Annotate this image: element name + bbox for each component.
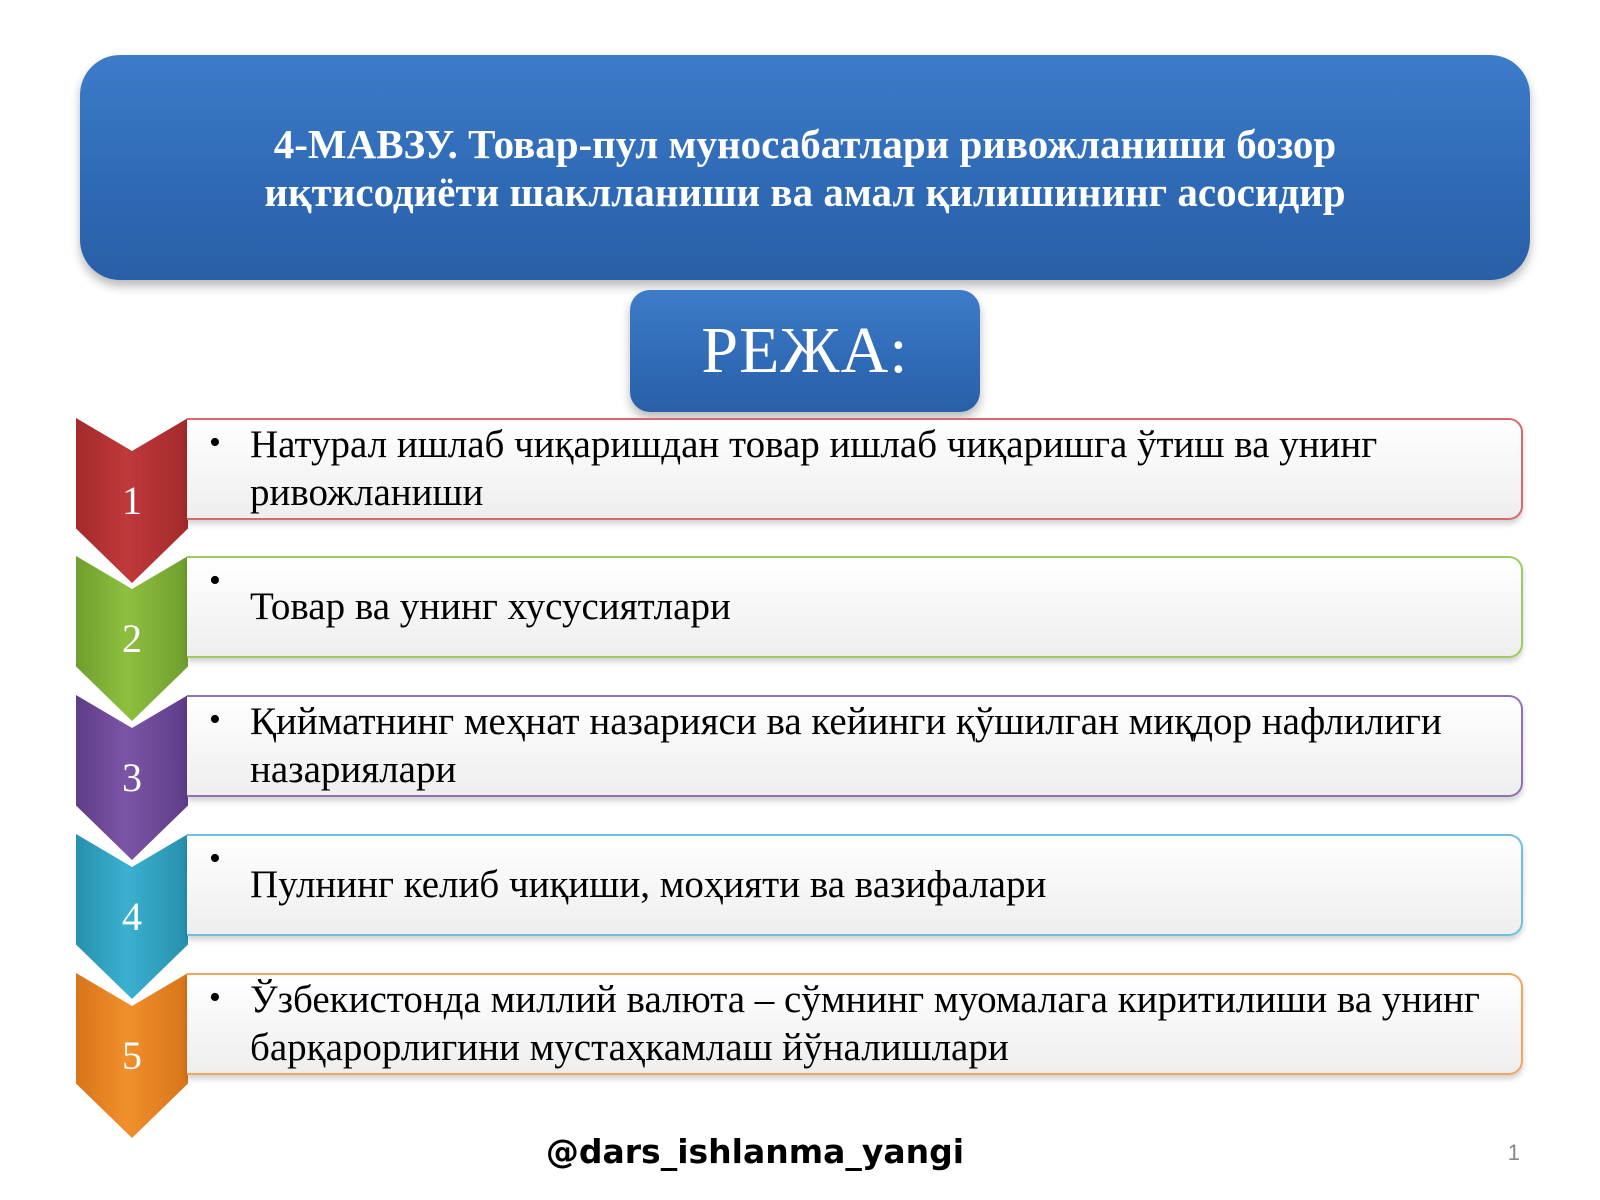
- plan-item-card: [187, 418, 1523, 520]
- page-number: 1: [1507, 1140, 1520, 1165]
- bullet-icon: •: [209, 424, 221, 461]
- plan-item-text: Ўзбекистонда миллий валюта – сўмнинг муомалага киритилиши ва унинг барқарорлигини мустаҳкамлаш йўналишлари: [250, 978, 1480, 1069]
- bullet-icon: •: [209, 840, 221, 877]
- plan-item-card: [187, 556, 1523, 658]
- bullet-icon: •: [209, 562, 221, 599]
- plan-item-number: 4: [122, 894, 142, 939]
- plan-item-number: 3: [122, 755, 142, 800]
- plan-heading-box: [630, 290, 980, 412]
- slide-title-line-2: иқтисодиёти шаклланиши ва амал қилишининг асосидир: [264, 168, 1346, 215]
- slide-title-line-1: 4-МАВЗУ. Товар-пул муносабатлари ривожланиши бозор: [273, 120, 1337, 167]
- bullet-icon: •: [209, 701, 221, 738]
- plan-item-number: 2: [122, 616, 142, 661]
- slide-title-banner: [80, 55, 1530, 280]
- plan-item-text: Товар ва унинг хусусиятлари: [250, 585, 731, 628]
- plan-item-text: Пулнинг келиб чиқиши, моҳияти ва вазифалари: [250, 863, 1047, 906]
- plan-item-number: 1: [122, 478, 142, 523]
- plan-item-5: [0, 973, 1600, 1138]
- plan-item-card: [187, 973, 1523, 1075]
- plan-heading: РЕЖА:: [701, 314, 909, 387]
- slide-title: [264, 120, 1345, 216]
- footer-handle: @dars_ishlanma_yangi: [545, 1132, 965, 1171]
- plan-item-card: [187, 695, 1523, 797]
- plan-item-number: 5: [122, 1033, 142, 1078]
- plan-item-text: Натурал ишлаб чиқаришдан товар ишлаб чиқаришга ўтиш ва унинг ривожланиши: [250, 423, 1378, 514]
- plan-item-text: Қийматнинг меҳнат назарияси ва кейинги қўшилган миқдор нафлилиги назариялари: [250, 700, 1442, 791]
- plan-item-card: [187, 834, 1523, 936]
- bullet-icon: •: [209, 979, 221, 1016]
